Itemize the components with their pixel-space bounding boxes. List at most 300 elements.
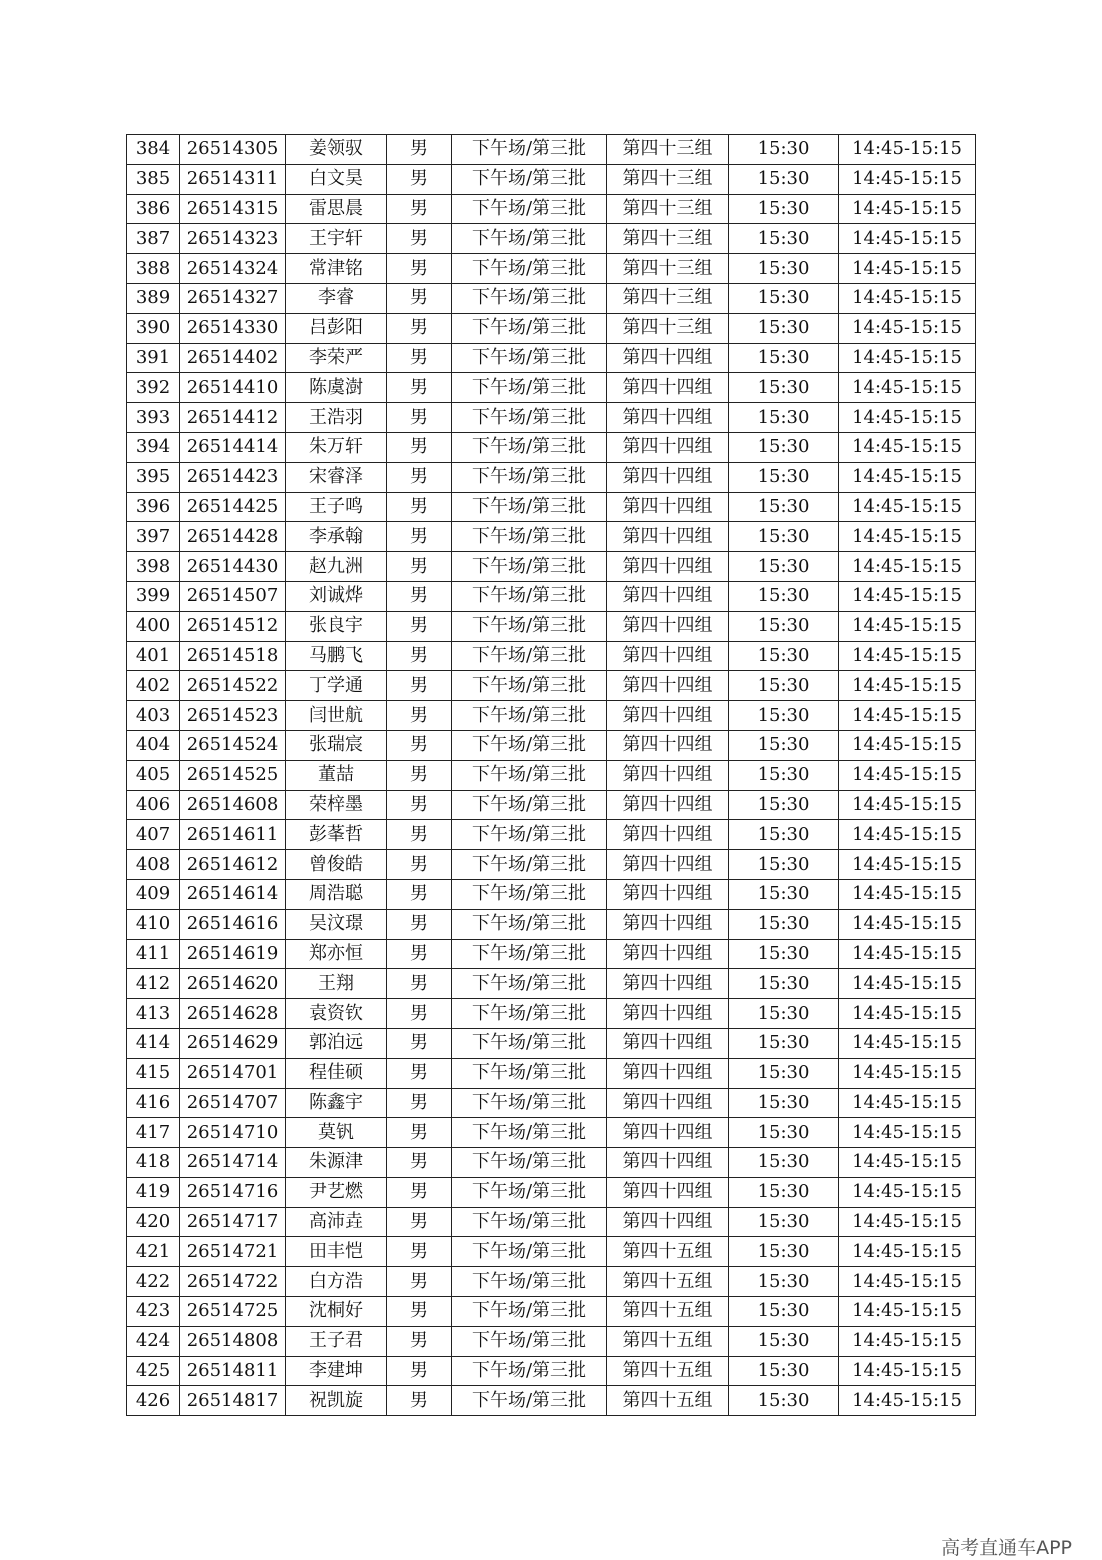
window-cell: 14:45-15:15 — [839, 343, 976, 373]
time-cell: 15:30 — [729, 1058, 839, 1088]
table-row — [127, 1297, 976, 1327]
time-cell: 15:30 — [729, 1177, 839, 1207]
table-row — [127, 135, 976, 165]
id-cell: 26514612 — [180, 850, 286, 880]
id-cell: 26514430 — [180, 552, 286, 582]
seq-cell: 387 — [127, 224, 180, 254]
table-row — [127, 1028, 976, 1058]
name-cell: 常津铭 — [286, 254, 387, 284]
gender-cell: 男 — [387, 1207, 452, 1237]
seq-cell: 388 — [127, 254, 180, 284]
id-cell: 26514323 — [180, 224, 286, 254]
table-row — [127, 999, 976, 1029]
table-row — [127, 939, 976, 969]
seq-cell: 391 — [127, 343, 180, 373]
session-cell: 下午场/第三批 — [452, 760, 607, 790]
name-cell: 朱万轩 — [286, 432, 387, 462]
name-cell: 李建坤 — [286, 1356, 387, 1386]
table-row — [127, 492, 976, 522]
window-cell: 14:45-15:15 — [839, 1118, 976, 1148]
group-cell: 第四十四组 — [607, 850, 729, 880]
gender-cell: 男 — [387, 1088, 452, 1118]
name-cell: 李睿 — [286, 283, 387, 313]
group-cell: 第四十四组 — [607, 611, 729, 641]
window-cell: 14:45-15:15 — [839, 611, 976, 641]
table-row — [127, 1148, 976, 1178]
table-row — [127, 1237, 976, 1267]
table-row — [127, 164, 976, 194]
window-cell: 14:45-15:15 — [839, 671, 976, 701]
time-cell: 15:30 — [729, 194, 839, 224]
name-cell: 刘诚烨 — [286, 581, 387, 611]
group-cell: 第四十四组 — [607, 581, 729, 611]
time-cell: 15:30 — [729, 1028, 839, 1058]
gender-cell: 男 — [387, 969, 452, 999]
table-row — [127, 641, 976, 671]
time-cell: 15:30 — [729, 820, 839, 850]
window-cell: 14:45-15:15 — [839, 1386, 976, 1416]
window-cell: 14:45-15:15 — [839, 1356, 976, 1386]
time-cell: 15:30 — [729, 879, 839, 909]
seq-cell: 424 — [127, 1326, 180, 1356]
id-cell: 26514311 — [180, 164, 286, 194]
seq-cell: 417 — [127, 1118, 180, 1148]
seq-cell: 425 — [127, 1356, 180, 1386]
session-cell: 下午场/第三批 — [452, 641, 607, 671]
group-cell: 第四十四组 — [607, 432, 729, 462]
table-row — [127, 850, 976, 880]
seq-cell: 411 — [127, 939, 180, 969]
table-row — [127, 522, 976, 552]
id-cell: 26514428 — [180, 522, 286, 552]
window-cell: 14:45-15:15 — [839, 909, 976, 939]
name-cell: 王子君 — [286, 1326, 387, 1356]
session-cell: 下午场/第三批 — [452, 313, 607, 343]
group-cell: 第四十三组 — [607, 164, 729, 194]
seq-cell: 419 — [127, 1177, 180, 1207]
group-cell: 第四十四组 — [607, 790, 729, 820]
id-cell: 26514808 — [180, 1326, 286, 1356]
session-cell: 下午场/第三批 — [452, 730, 607, 760]
session-cell: 下午场/第三批 — [452, 1028, 607, 1058]
id-cell: 26514423 — [180, 462, 286, 492]
window-cell: 14:45-15:15 — [839, 135, 976, 165]
session-cell: 下午场/第三批 — [452, 1118, 607, 1148]
seq-cell: 423 — [127, 1297, 180, 1327]
group-cell: 第四十四组 — [607, 939, 729, 969]
seq-cell: 390 — [127, 313, 180, 343]
time-cell: 15:30 — [729, 462, 839, 492]
session-cell: 下午场/第三批 — [452, 969, 607, 999]
name-cell: 马鹏飞 — [286, 641, 387, 671]
time-cell: 15:30 — [729, 522, 839, 552]
table-row — [127, 1267, 976, 1297]
session-cell: 下午场/第三批 — [452, 611, 607, 641]
gender-cell: 男 — [387, 850, 452, 880]
time-cell: 15:30 — [729, 671, 839, 701]
table-row — [127, 701, 976, 731]
window-cell: 14:45-15:15 — [839, 313, 976, 343]
window-cell: 14:45-15:15 — [839, 522, 976, 552]
seq-cell: 414 — [127, 1028, 180, 1058]
name-cell: 李承翰 — [286, 522, 387, 552]
session-cell: 下午场/第三批 — [452, 1148, 607, 1178]
gender-cell: 男 — [387, 1118, 452, 1148]
group-cell: 第四十四组 — [607, 1028, 729, 1058]
seq-cell: 421 — [127, 1237, 180, 1267]
time-cell: 15:30 — [729, 164, 839, 194]
gender-cell: 男 — [387, 343, 452, 373]
seq-cell: 395 — [127, 462, 180, 492]
table-row — [127, 194, 976, 224]
id-cell: 26514608 — [180, 790, 286, 820]
time-cell: 15:30 — [729, 850, 839, 880]
gender-cell: 男 — [387, 879, 452, 909]
session-cell: 下午场/第三批 — [452, 939, 607, 969]
group-cell: 第四十四组 — [607, 1207, 729, 1237]
seq-cell: 396 — [127, 492, 180, 522]
session-cell: 下午场/第三批 — [452, 879, 607, 909]
gender-cell: 男 — [387, 939, 452, 969]
session-cell: 下午场/第三批 — [452, 254, 607, 284]
gender-cell: 男 — [387, 1058, 452, 1088]
name-cell: 高沛垚 — [286, 1207, 387, 1237]
id-cell: 26514402 — [180, 343, 286, 373]
group-cell: 第四十三组 — [607, 283, 729, 313]
group-cell: 第四十五组 — [607, 1326, 729, 1356]
session-cell: 下午场/第三批 — [452, 1356, 607, 1386]
gender-cell: 男 — [387, 432, 452, 462]
window-cell: 14:45-15:15 — [839, 939, 976, 969]
gender-cell: 男 — [387, 492, 452, 522]
gender-cell: 男 — [387, 194, 452, 224]
seq-cell: 413 — [127, 999, 180, 1029]
name-cell: 王子鸣 — [286, 492, 387, 522]
seq-cell: 409 — [127, 879, 180, 909]
seq-cell: 400 — [127, 611, 180, 641]
table-row — [127, 760, 976, 790]
name-cell: 曾俊皓 — [286, 850, 387, 880]
id-cell: 26514324 — [180, 254, 286, 284]
session-cell: 下午场/第三批 — [452, 224, 607, 254]
name-cell: 郑亦恒 — [286, 939, 387, 969]
id-cell: 26514707 — [180, 1088, 286, 1118]
time-cell: 15:30 — [729, 701, 839, 731]
session-cell: 下午场/第三批 — [452, 671, 607, 701]
seq-cell: 412 — [127, 969, 180, 999]
table-row — [127, 1356, 976, 1386]
seq-cell: 418 — [127, 1148, 180, 1178]
window-cell: 14:45-15:15 — [839, 850, 976, 880]
table-row — [127, 283, 976, 313]
group-cell: 第四十四组 — [607, 522, 729, 552]
name-cell: 张瑞宸 — [286, 730, 387, 760]
seq-cell: 384 — [127, 135, 180, 165]
group-cell: 第四十四组 — [607, 820, 729, 850]
id-cell: 26514620 — [180, 969, 286, 999]
window-cell: 14:45-15:15 — [839, 1267, 976, 1297]
table-row — [127, 462, 976, 492]
window-cell: 14:45-15:15 — [839, 1177, 976, 1207]
id-cell: 26514611 — [180, 820, 286, 850]
time-cell: 15:30 — [729, 1356, 839, 1386]
name-cell: 周浩聪 — [286, 879, 387, 909]
group-cell: 第四十四组 — [607, 641, 729, 671]
session-cell: 下午场/第三批 — [452, 1088, 607, 1118]
window-cell: 14:45-15:15 — [839, 1297, 976, 1327]
group-cell: 第四十五组 — [607, 1386, 729, 1416]
window-cell: 14:45-15:15 — [839, 194, 976, 224]
time-cell: 15:30 — [729, 1148, 839, 1178]
name-cell: 吴汶璟 — [286, 909, 387, 939]
session-cell: 下午场/第三批 — [452, 343, 607, 373]
id-cell: 26514522 — [180, 671, 286, 701]
name-cell: 陈虞澍 — [286, 373, 387, 403]
time-cell: 15:30 — [729, 135, 839, 165]
seq-cell: 420 — [127, 1207, 180, 1237]
name-cell: 陈鑫宇 — [286, 1088, 387, 1118]
session-cell: 下午场/第三批 — [452, 135, 607, 165]
session-cell: 下午场/第三批 — [452, 1207, 607, 1237]
gender-cell: 男 — [387, 641, 452, 671]
name-cell: 田丰恺 — [286, 1237, 387, 1267]
group-cell: 第四十四组 — [607, 343, 729, 373]
session-cell: 下午场/第三批 — [452, 909, 607, 939]
window-cell: 14:45-15:15 — [839, 224, 976, 254]
time-cell: 15:30 — [729, 283, 839, 313]
group-cell: 第四十四组 — [607, 462, 729, 492]
id-cell: 26514619 — [180, 939, 286, 969]
id-cell: 26514701 — [180, 1058, 286, 1088]
seq-cell: 386 — [127, 194, 180, 224]
gender-cell: 男 — [387, 760, 452, 790]
name-cell: 朱源津 — [286, 1148, 387, 1178]
group-cell: 第四十五组 — [607, 1267, 729, 1297]
id-cell: 26514315 — [180, 194, 286, 224]
gender-cell: 男 — [387, 1297, 452, 1327]
name-cell: 雷思晨 — [286, 194, 387, 224]
session-cell: 下午场/第三批 — [452, 790, 607, 820]
time-cell: 15:30 — [729, 552, 839, 582]
gender-cell: 男 — [387, 373, 452, 403]
table-row — [127, 343, 976, 373]
seq-cell: 422 — [127, 1267, 180, 1297]
seq-cell: 404 — [127, 730, 180, 760]
table-row — [127, 1386, 976, 1416]
group-cell: 第四十四组 — [607, 671, 729, 701]
id-cell: 26514710 — [180, 1118, 286, 1148]
session-cell: 下午场/第三批 — [452, 522, 607, 552]
group-cell: 第四十三组 — [607, 135, 729, 165]
session-cell: 下午场/第三批 — [452, 581, 607, 611]
time-cell: 15:30 — [729, 1088, 839, 1118]
window-cell: 14:45-15:15 — [839, 552, 976, 582]
window-cell: 14:45-15:15 — [839, 492, 976, 522]
group-cell: 第四十四组 — [607, 373, 729, 403]
name-cell: 董喆 — [286, 760, 387, 790]
time-cell: 15:30 — [729, 1326, 839, 1356]
table-row — [127, 1118, 976, 1148]
session-cell: 下午场/第三批 — [452, 164, 607, 194]
group-cell: 第四十四组 — [607, 909, 729, 939]
name-cell: 沈桐好 — [286, 1297, 387, 1327]
gender-cell: 男 — [387, 403, 452, 433]
id-cell: 26514714 — [180, 1148, 286, 1178]
seq-cell: 402 — [127, 671, 180, 701]
group-cell: 第四十四组 — [607, 969, 729, 999]
group-cell: 第四十四组 — [607, 999, 729, 1029]
seq-cell: 405 — [127, 760, 180, 790]
id-cell: 26514330 — [180, 313, 286, 343]
gender-cell: 男 — [387, 522, 452, 552]
session-cell: 下午场/第三批 — [452, 552, 607, 582]
seq-cell: 399 — [127, 581, 180, 611]
window-cell: 14:45-15:15 — [839, 1058, 976, 1088]
id-cell: 26514512 — [180, 611, 286, 641]
gender-cell: 男 — [387, 1177, 452, 1207]
table-row — [127, 1177, 976, 1207]
id-cell: 26514628 — [180, 999, 286, 1029]
group-cell: 第四十四组 — [607, 730, 729, 760]
session-cell: 下午场/第三批 — [452, 492, 607, 522]
time-cell: 15:30 — [729, 254, 839, 284]
session-cell: 下午场/第三批 — [452, 701, 607, 731]
id-cell: 26514507 — [180, 581, 286, 611]
group-cell: 第四十四组 — [607, 760, 729, 790]
window-cell: 14:45-15:15 — [839, 879, 976, 909]
id-cell: 26514717 — [180, 1207, 286, 1237]
session-cell: 下午场/第三批 — [452, 1237, 607, 1267]
group-cell: 第四十三组 — [607, 254, 729, 284]
window-cell: 14:45-15:15 — [839, 730, 976, 760]
window-cell: 14:45-15:15 — [839, 701, 976, 731]
seq-cell: 408 — [127, 850, 180, 880]
time-cell: 15:30 — [729, 1386, 839, 1416]
session-cell: 下午场/第三批 — [452, 1267, 607, 1297]
session-cell: 下午场/第三批 — [452, 283, 607, 313]
seq-cell: 426 — [127, 1386, 180, 1416]
id-cell: 26514523 — [180, 701, 286, 731]
id-cell: 26514327 — [180, 283, 286, 313]
window-cell: 14:45-15:15 — [839, 969, 976, 999]
window-cell: 14:45-15:15 — [839, 1148, 976, 1178]
watermark-text: 高考直通车APP — [941, 1537, 1072, 1559]
name-cell: 张良宇 — [286, 611, 387, 641]
name-cell: 李荣严 — [286, 343, 387, 373]
window-cell: 14:45-15:15 — [839, 164, 976, 194]
session-cell: 下午场/第三批 — [452, 1058, 607, 1088]
window-cell: 14:45-15:15 — [839, 820, 976, 850]
gender-cell: 男 — [387, 254, 452, 284]
window-cell: 14:45-15:15 — [839, 999, 976, 1029]
id-cell: 26514524 — [180, 730, 286, 760]
window-cell: 14:45-15:15 — [839, 581, 976, 611]
gender-cell: 男 — [387, 135, 452, 165]
time-cell: 15:30 — [729, 969, 839, 999]
id-cell: 26514414 — [180, 432, 286, 462]
table-row — [127, 313, 976, 343]
seq-cell: 392 — [127, 373, 180, 403]
time-cell: 15:30 — [729, 313, 839, 343]
name-cell: 丁学通 — [286, 671, 387, 701]
table-row — [127, 969, 976, 999]
id-cell: 26514305 — [180, 135, 286, 165]
name-cell: 祝凯旋 — [286, 1386, 387, 1416]
id-cell: 26514725 — [180, 1297, 286, 1327]
table-row — [127, 403, 976, 433]
seq-cell: 401 — [127, 641, 180, 671]
table-row — [127, 909, 976, 939]
gender-cell: 男 — [387, 790, 452, 820]
window-cell: 14:45-15:15 — [839, 432, 976, 462]
name-cell: 王翔 — [286, 969, 387, 999]
time-cell: 15:30 — [729, 641, 839, 671]
time-cell: 15:30 — [729, 939, 839, 969]
group-cell: 第四十四组 — [607, 879, 729, 909]
group-cell: 第四十四组 — [607, 1177, 729, 1207]
table-row — [127, 1207, 976, 1237]
gender-cell: 男 — [387, 1356, 452, 1386]
window-cell: 14:45-15:15 — [839, 373, 976, 403]
name-cell: 尹艺燃 — [286, 1177, 387, 1207]
window-cell: 14:45-15:15 — [839, 1207, 976, 1237]
gender-cell: 男 — [387, 1386, 452, 1416]
time-cell: 15:30 — [729, 492, 839, 522]
gender-cell: 男 — [387, 224, 452, 254]
session-cell: 下午场/第三批 — [452, 403, 607, 433]
table-row — [127, 373, 976, 403]
name-cell: 白文昊 — [286, 164, 387, 194]
session-cell: 下午场/第三批 — [452, 1386, 607, 1416]
group-cell: 第四十四组 — [607, 1058, 729, 1088]
time-cell: 15:30 — [729, 343, 839, 373]
gender-cell: 男 — [387, 909, 452, 939]
seq-cell: 394 — [127, 432, 180, 462]
seq-cell: 416 — [127, 1088, 180, 1118]
group-cell: 第四十三组 — [607, 313, 729, 343]
session-cell: 下午场/第三批 — [452, 462, 607, 492]
gender-cell: 男 — [387, 1148, 452, 1178]
roster-table — [126, 134, 976, 1416]
time-cell: 15:30 — [729, 403, 839, 433]
name-cell: 袁资钦 — [286, 999, 387, 1029]
group-cell: 第四十四组 — [607, 701, 729, 731]
name-cell: 郭泊远 — [286, 1028, 387, 1058]
gender-cell: 男 — [387, 283, 452, 313]
time-cell: 15:30 — [729, 373, 839, 403]
time-cell: 15:30 — [729, 760, 839, 790]
seq-cell: 406 — [127, 790, 180, 820]
gender-cell: 男 — [387, 552, 452, 582]
gender-cell: 男 — [387, 611, 452, 641]
session-cell: 下午场/第三批 — [452, 1326, 607, 1356]
table-row — [127, 671, 976, 701]
id-cell: 26514629 — [180, 1028, 286, 1058]
time-cell: 15:30 — [729, 1267, 839, 1297]
group-cell: 第四十三组 — [607, 224, 729, 254]
table-row — [127, 552, 976, 582]
name-cell: 闫世航 — [286, 701, 387, 731]
window-cell: 14:45-15:15 — [839, 790, 976, 820]
name-cell: 姜领驭 — [286, 135, 387, 165]
gender-cell: 男 — [387, 164, 452, 194]
gender-cell: 男 — [387, 313, 452, 343]
table-row — [127, 254, 976, 284]
name-cell: 莫钒 — [286, 1118, 387, 1148]
gender-cell: 男 — [387, 1326, 452, 1356]
gender-cell: 男 — [387, 462, 452, 492]
session-cell: 下午场/第三批 — [452, 1177, 607, 1207]
